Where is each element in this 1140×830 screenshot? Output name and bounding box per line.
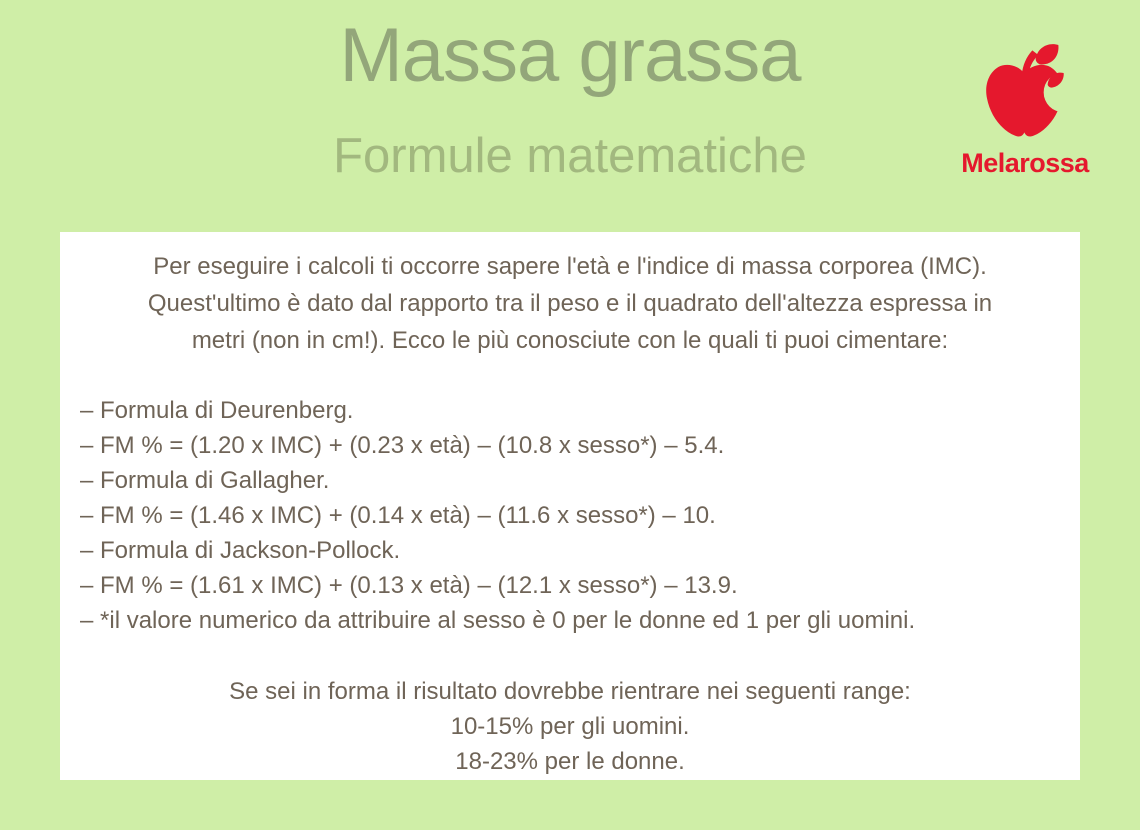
formula-list-item: – FM % = (1.46 x IMC) + (0.14 x età) – (11.6 x sesso*) – 10. [80,502,716,529]
formula-list-item: – Formula di Gallagher. [80,467,330,494]
range-line: Se sei in forma il risultato dovrebbe rientrare nei seguenti range: [229,678,911,705]
apple-bitten-icon [985,40,1065,144]
brand-name: Melarossa [961,148,1089,178]
intro-line: metri (non in cm!). Ecco le più conosciute con le quali ti puoi cimentare: [191,327,949,354]
formula-list-item: – *il valore numerico da attribuire al sesso è 0 per le donne ed 1 per gli uomini. [80,607,916,634]
melarossa-logo [952,40,1098,179]
formula-list [80,393,1060,638]
page-title: Massa grassa [339,13,801,98]
formula-list-item: – FM % = (1.61 x IMC) + (0.13 x età) – (12.1 x sesso*) – 13.9. [80,572,738,599]
range-line: 10-15% per gli uomini. [450,713,690,740]
range-paragraph [80,674,1060,779]
formula-list-item: – Formula di Jackson-Pollock. [80,537,401,564]
formula-list-item: – FM % = (1.20 x IMC) + (0.23 x età) – (10.8 x sesso*) – 5.4. [80,432,725,459]
intro-paragraph [80,248,1060,359]
page-subtitle: Formule matematiche [333,129,807,183]
content-card [60,232,1080,780]
intro-line: Quest'ultimo è dato dal rapporto tra il peso e il quadrato dell'altezza espressa in [147,290,993,317]
formula-list-item: – Formula di Deurenberg. [80,397,354,424]
intro-line: Per eseguire i calcoli ti occorre sapere l'età e l'indice di massa corporea (IMC). [153,253,987,280]
range-line: 18-23% per le donne. [455,748,685,775]
